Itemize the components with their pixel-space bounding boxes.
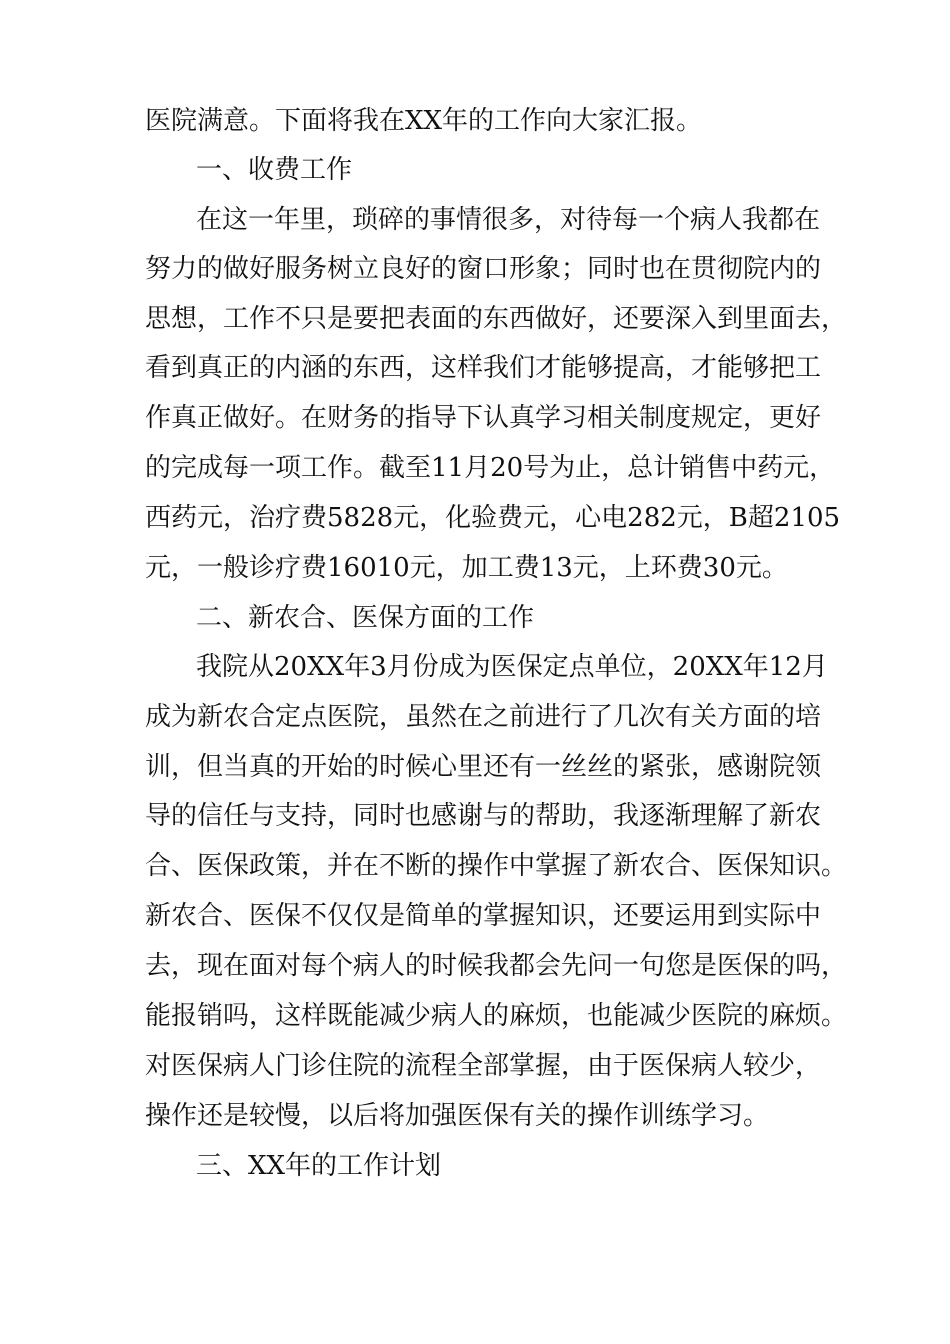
paragraph-line: 看到真正的内涵的东西，这样我们才能够提高，才能够把工 xyxy=(145,353,822,383)
paragraph-line: 在这一年里，琐碎的事情很多，对待每一个病人我都在 xyxy=(196,205,821,235)
section-heading: 一、收费工作 xyxy=(196,155,353,185)
paragraph-line: 新农合、医保不仅仅是简单的掌握知识，还要运用到实际中 xyxy=(145,901,822,931)
section-heading: 三、XX年的工作计划 xyxy=(196,1151,442,1181)
paragraph-line: 我院从20XX年3月份成为医保定点单位，20XX年12月 xyxy=(196,652,828,682)
paragraph-line: 对医保病人门诊住院的流程全部掌握，由于医保病人较少， xyxy=(145,1051,822,1081)
paragraph-line: 的完成每一项工作。截至11月20号为止，总计销售中药元， xyxy=(145,453,836,483)
paragraph-line: 努力的做好服务树立良好的窗口形象；同时也在贯彻院内的 xyxy=(145,254,822,284)
paragraph-line: 去，现在面对每个病人的时候我都会先问一句您是医保的吗， xyxy=(145,951,848,981)
paragraph-line: 合、医保政策，并在不断的操作中掌握了新农合、医保知识。 xyxy=(145,851,848,881)
paragraph-line: 能报销吗，这样既能减少病人的麻烦，也能减少医院的麻烦。 xyxy=(145,1001,848,1031)
paragraph-line: 医院满意。下面将我在XX年的工作向大家汇报。 xyxy=(145,106,703,136)
paragraph-line: 作真正做好。在财务的指导下认真学习相关制度规定，更好 xyxy=(145,403,822,433)
paragraph-line: 元，一般诊疗费16010元，加工费13元，上环费30元。 xyxy=(145,553,788,583)
paragraph-line: 西药元，治疗费5828元，化验费元，心电282元，B超2105 xyxy=(145,503,841,533)
paragraph-line: 操作还是较慢，以后将加强医保有关的操作训练学习。 xyxy=(145,1101,770,1131)
paragraph-line: 训，但当真的开始的时候心里还有一丝丝的紧张，感谢院领 xyxy=(145,752,822,782)
paragraph-line: 思想，工作不只是要把表面的东西做好，还要深入到里面去， xyxy=(145,304,848,334)
paragraph-line: 成为新农合定点医院，虽然在之前进行了几次有关方面的培 xyxy=(145,702,822,732)
section-heading: 二、新农合、医保方面的工作 xyxy=(196,603,535,633)
paragraph-line: 导的信任与支持，同时也感谢与的帮助，我逐渐理解了新农 xyxy=(145,801,822,831)
